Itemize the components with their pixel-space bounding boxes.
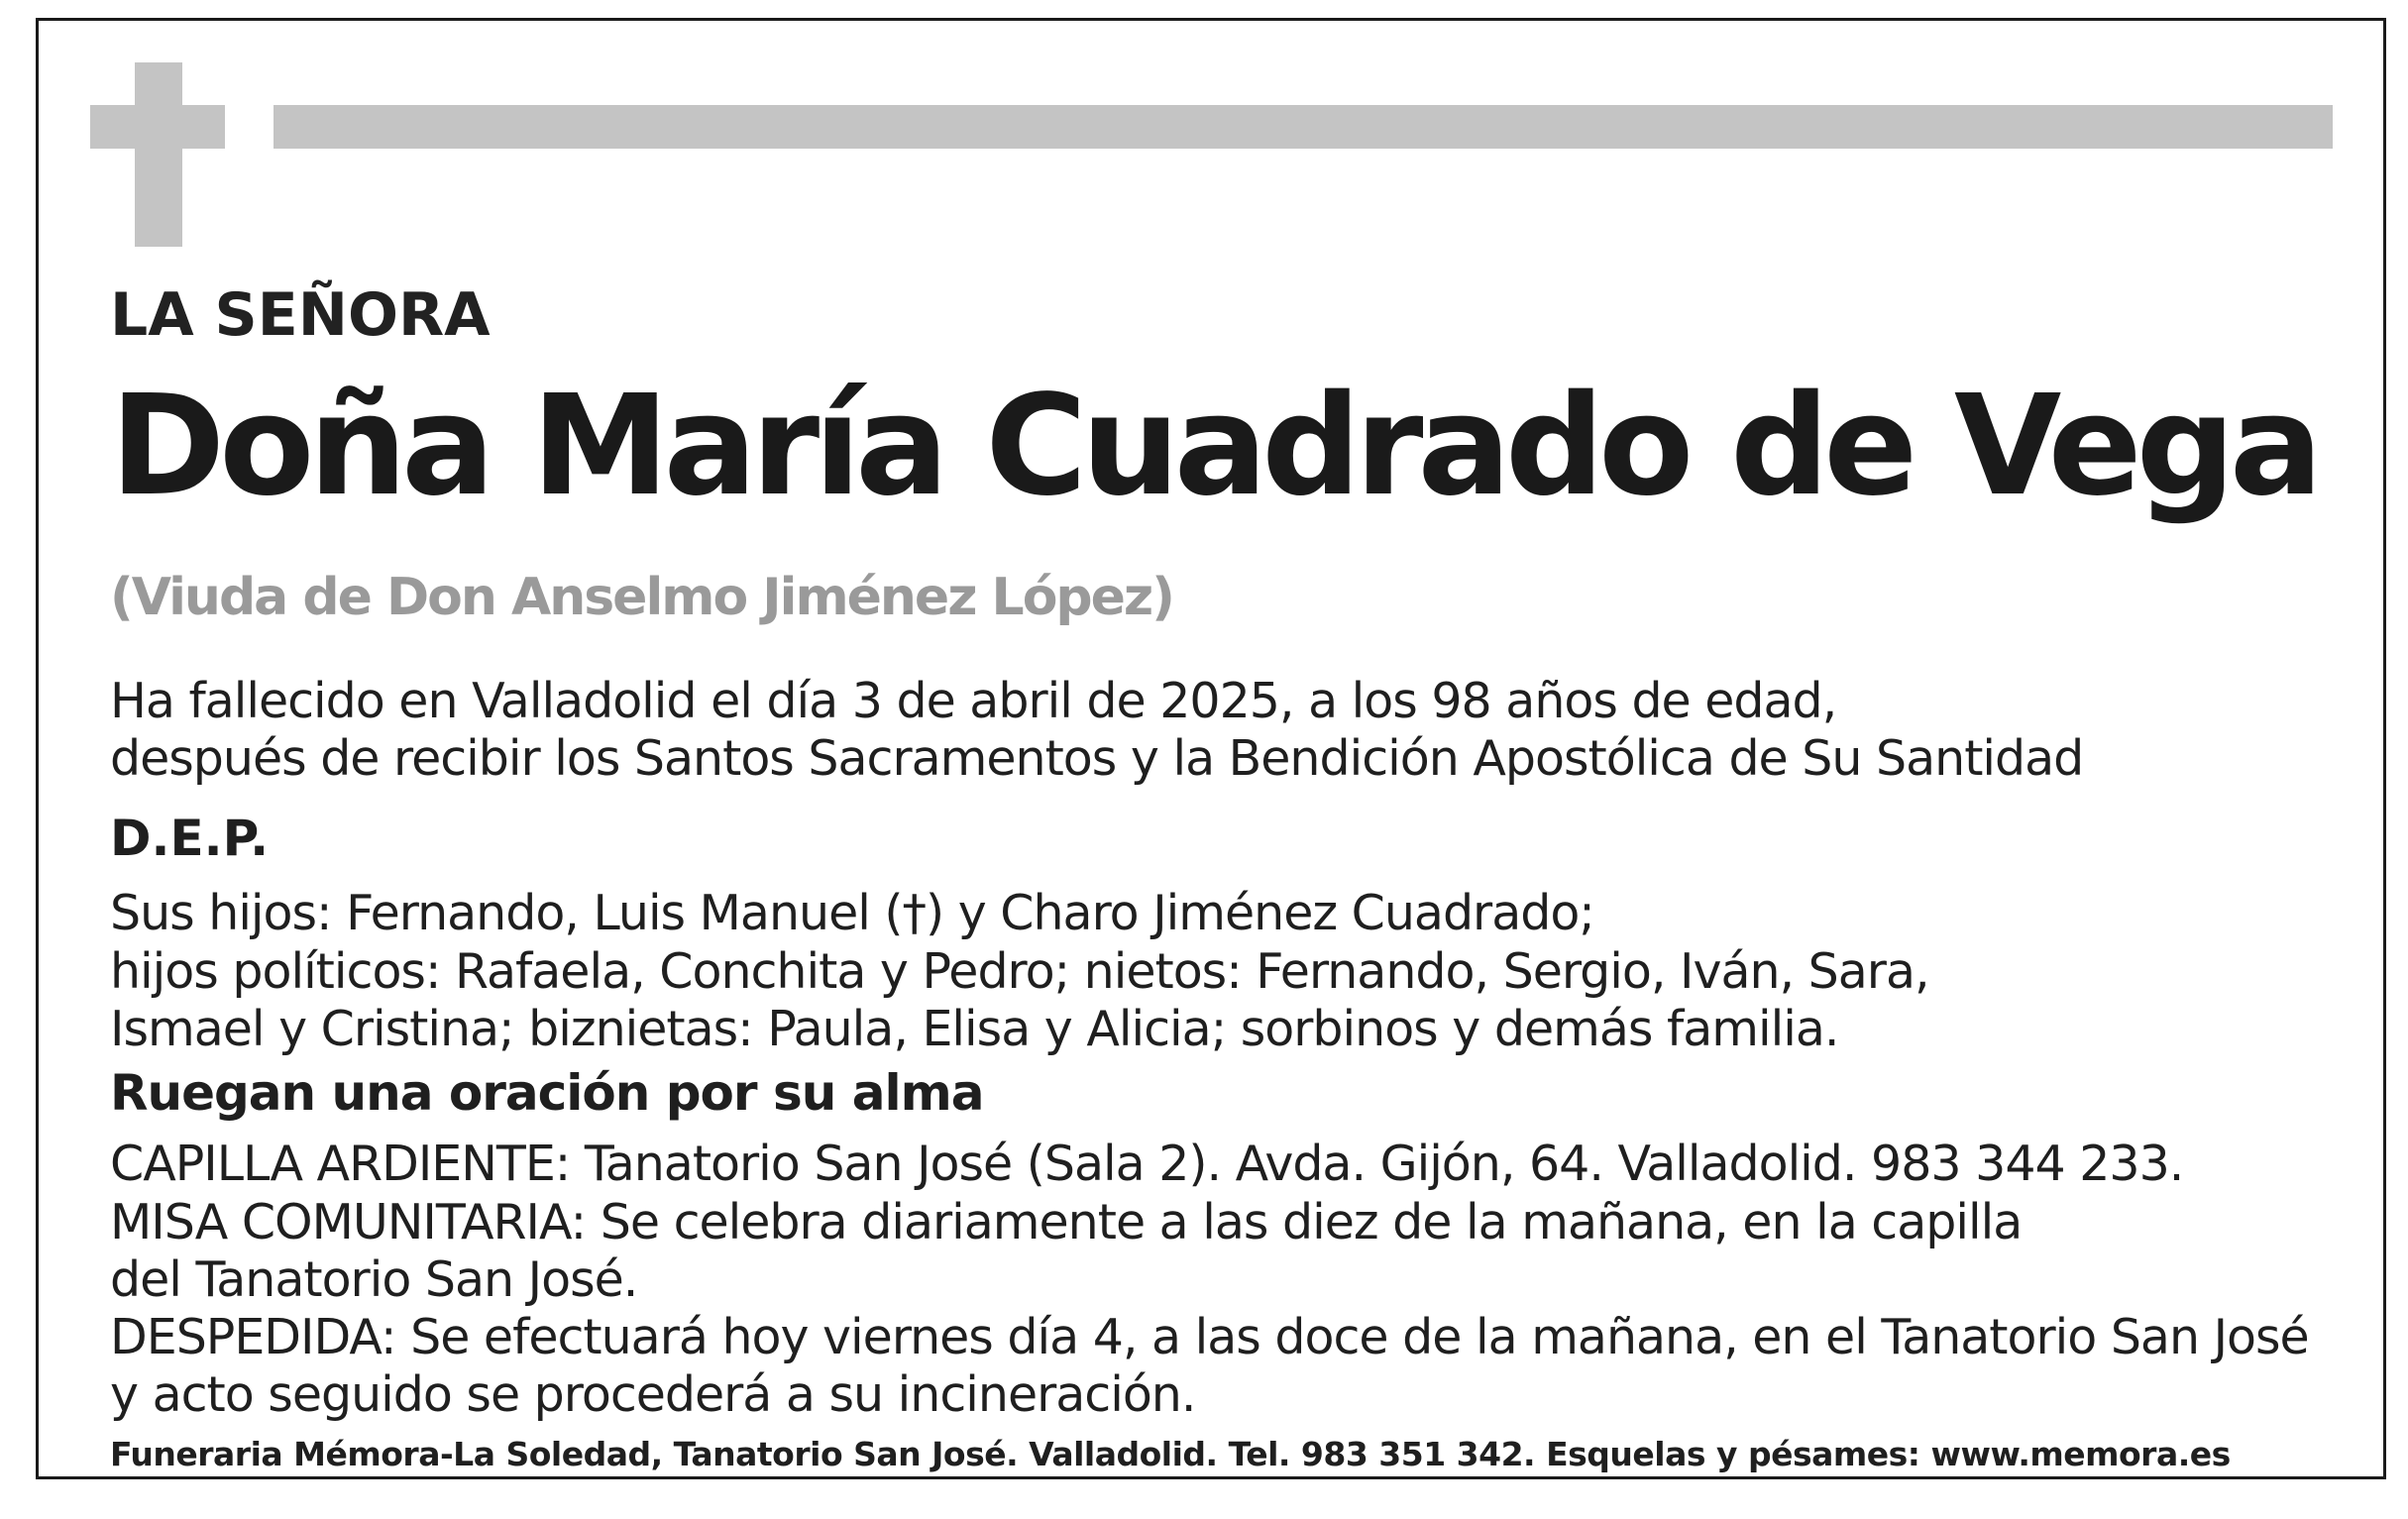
title-label: LA SEÑORA — [110, 280, 491, 350]
obituary-notice — [36, 18, 2386, 1479]
family-line: hijos políticos: Rafaela, Conchita y Pedro; nietos: Fernando, Sergio, Iván, Sara, — [110, 943, 1929, 1000]
service-line: CAPILLA ARDIENTE: Tanatorio San José (Sala 2). Avda. Gijón, 64. Valladolid. 983 344 233. — [110, 1136, 2184, 1192]
header-divider-bar — [274, 105, 2333, 149]
service-line: MISA COMUNITARIA: Se celebra diariamente a las diez de la mañana, en la capilla — [110, 1194, 2023, 1250]
service-line: del Tanatorio San José. — [110, 1251, 638, 1308]
service-line: y acto seguido se procederá a su incineración. — [110, 1366, 1196, 1423]
service-line: DESPEDIDA: Se efectuará hoy viernes día 4, a las doce de la mañana, en el Tanatorio San José — [110, 1309, 2309, 1365]
death-notice-line: después de recibir los Santos Sacramentos y la Bendición Apostólica de Su Santidad — [110, 730, 2084, 787]
rest-in-peace: D.E.P. — [110, 810, 270, 867]
cross-icon — [135, 62, 182, 247]
family-line: Ismael y Cristina; biznietas: Paula, Elisa y Alicia; sorbinos y demás familia. — [110, 1001, 1839, 1057]
funeral-home-footer: Funeraria Mémora-La Soledad, Tanatorio San José. Valladolid. Tel. 983 351 342. Esquelas y pésames: www.memora.es — [110, 1435, 2231, 1473]
widow-of-subtitle: (Viuda de Don Anselmo Jiménez López) — [110, 568, 1173, 627]
deceased-name: Doña María Cuadrado de Vega — [110, 366, 2318, 527]
cross-icon-arm — [90, 105, 225, 149]
prayer-request: Ruegan una oración por su alma — [110, 1064, 984, 1122]
family-line: Sus hijos: Fernando, Luis Manuel (†) y Charo Jiménez Cuadrado; — [110, 885, 1594, 941]
death-notice-line: Ha fallecido en Valladolid el día 3 de abril de 2025, a los 98 años de edad, — [110, 673, 1837, 729]
